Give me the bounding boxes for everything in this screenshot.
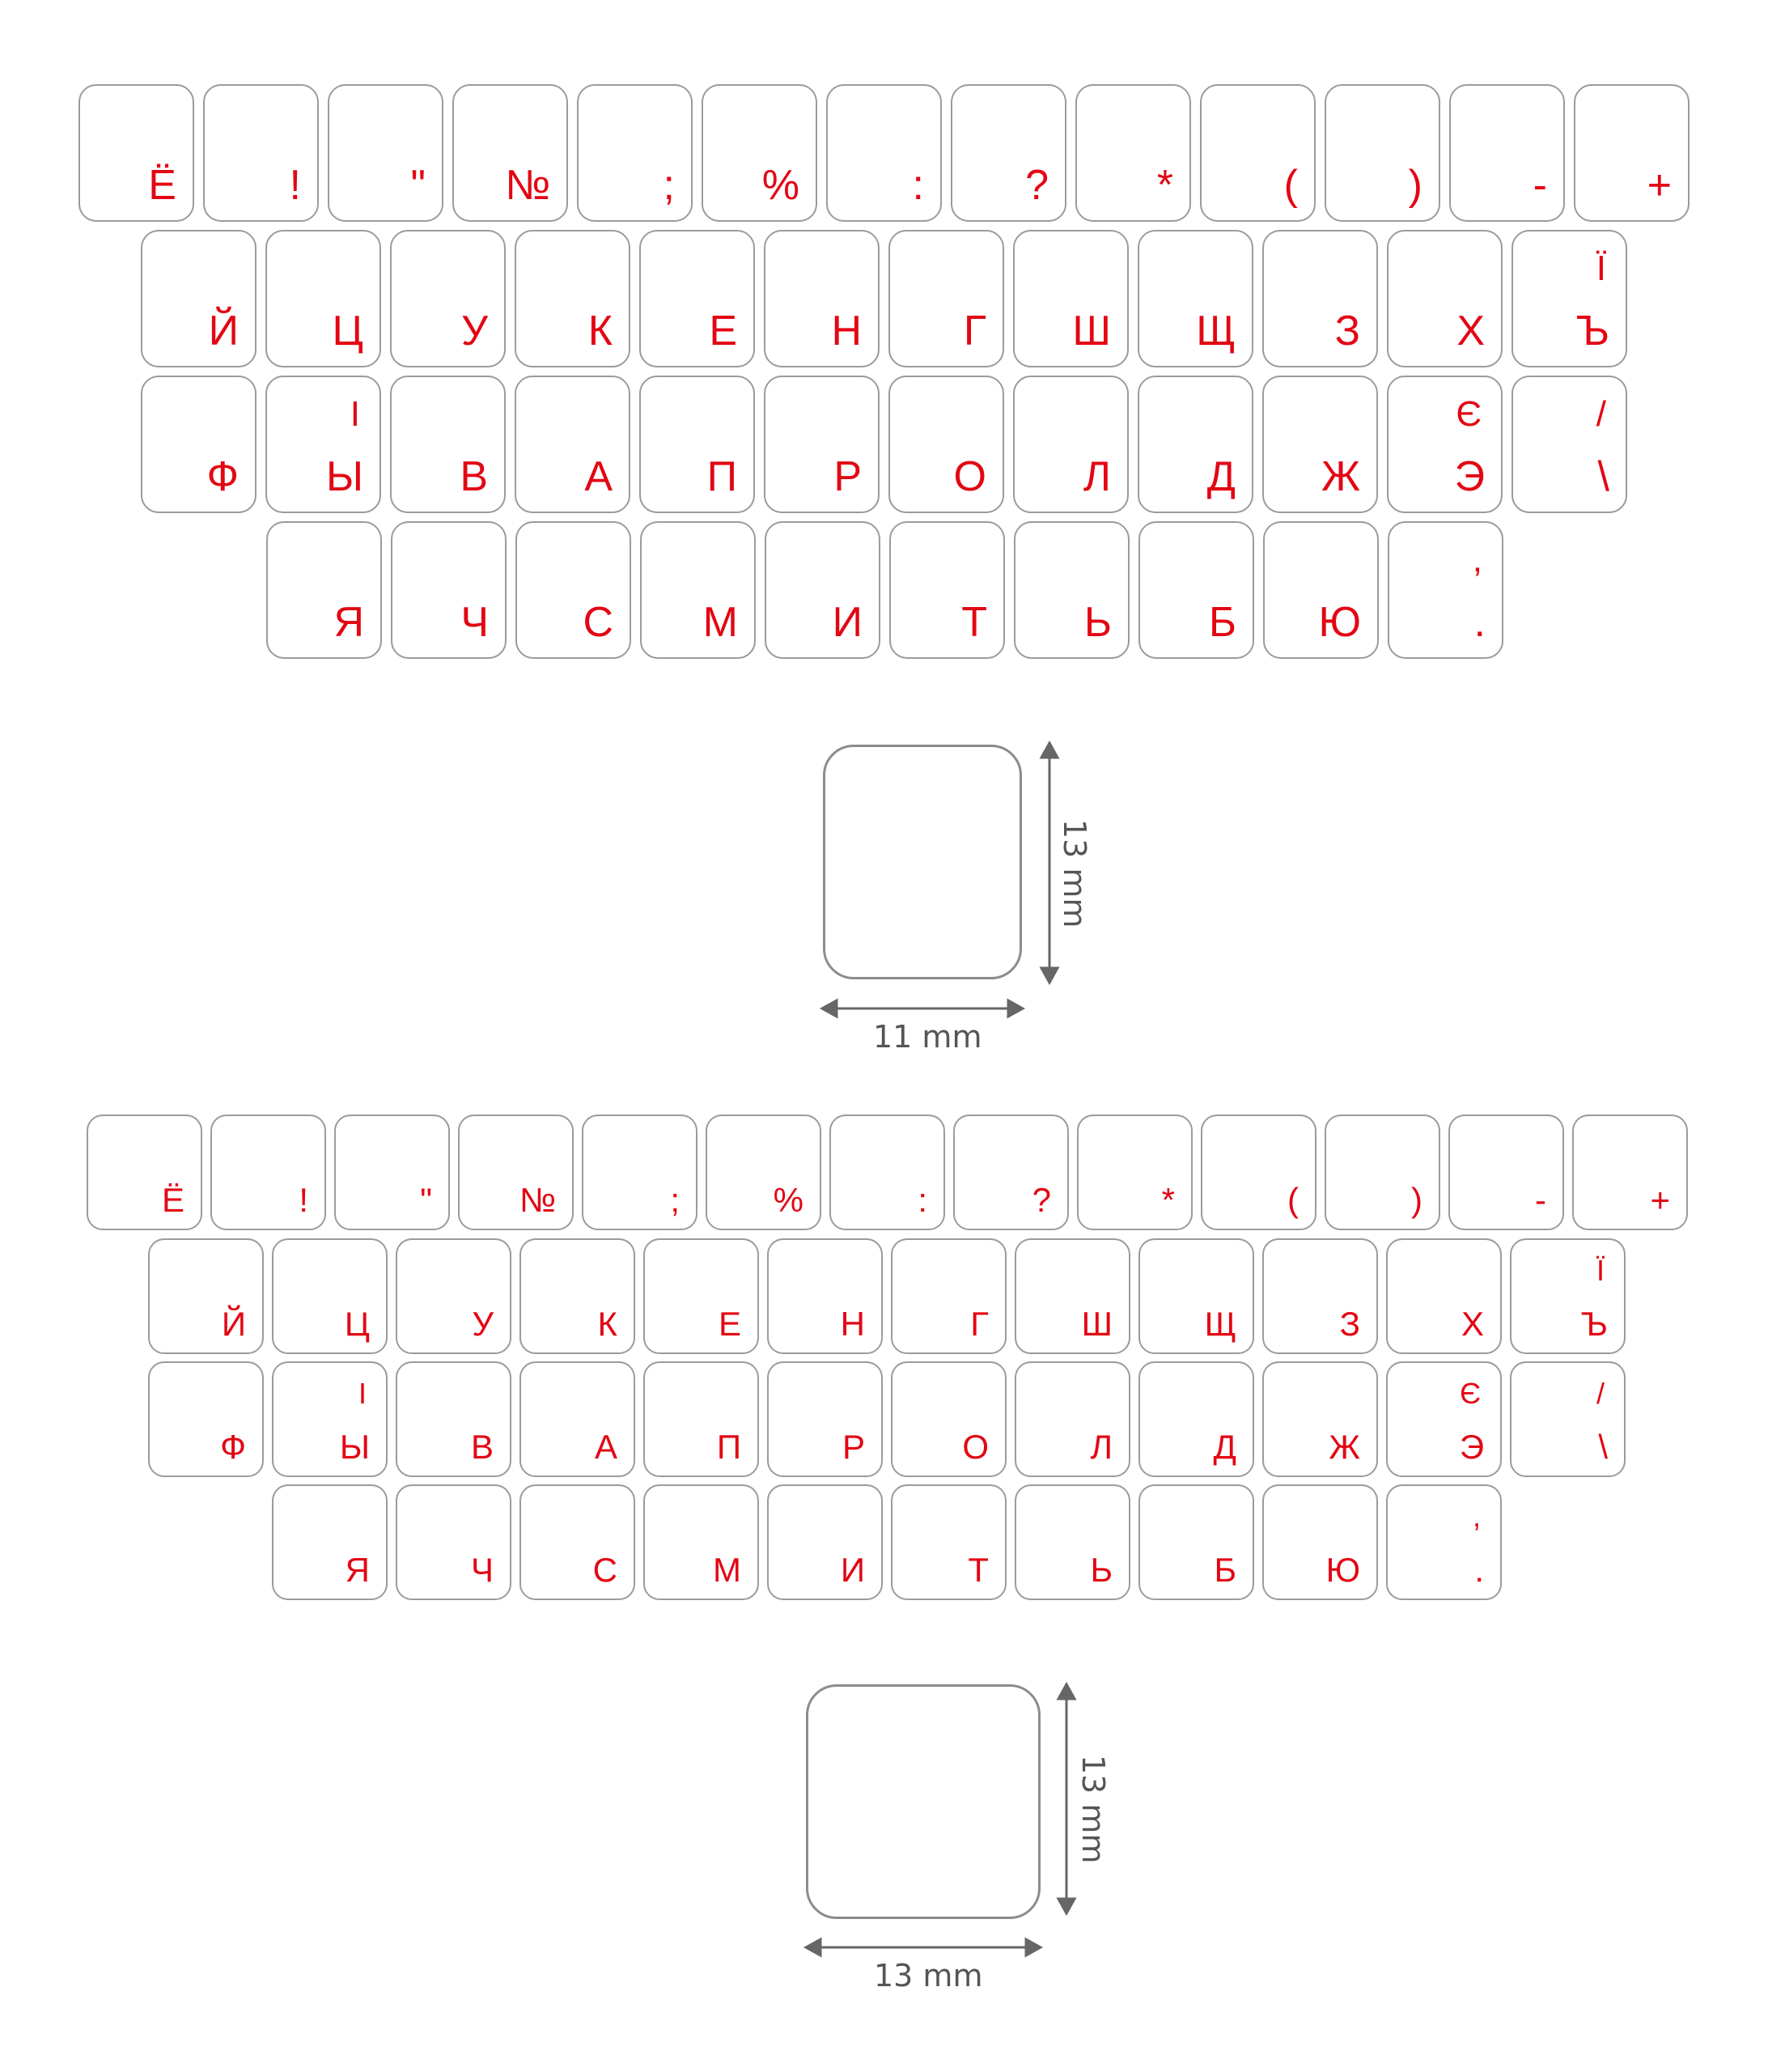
key-main-legend: О [953,453,986,500]
key-main-legend: Ъ [1580,1305,1608,1343]
key-main-legend: Х [1456,308,1485,355]
key-main-legend: Ъ [1575,308,1609,355]
key-main-legend: : [918,1181,927,1219]
key-main-legend: Р [833,453,862,500]
key-main-legend: Е [709,308,737,355]
key-main-legend: + [1647,162,1672,209]
key-main-legend: № [505,162,550,209]
key-main-legend: Й [221,1305,246,1343]
key-secondary-legend: , [1472,1500,1481,1533]
key-main-legend: М [713,1551,741,1589]
key-main-legend: Ё [161,1181,184,1219]
key-main-legend: . [1474,1551,1484,1589]
key-main-legend: Ч [460,599,489,646]
key-main-legend: Ж [1321,453,1360,500]
height-dimension-label-2: 13 mm [1075,1755,1111,1864]
key-main-legend: Г [963,308,986,355]
key-main-legend: Ж [1329,1428,1360,1466]
key-main-legend: \ [1598,1428,1608,1466]
key-secondary-legend: Ї [1596,1254,1605,1287]
key-main-legend: Ы [325,453,363,500]
key-main-legend: ( [1283,162,1298,209]
key-main-legend: ? [1025,162,1049,209]
key-main-legend: Б [1208,599,1236,646]
key-main-legend: Ц [332,308,363,355]
key-main-legend: Я [345,1551,370,1589]
height-dimension-label-1: 13 mm [1057,819,1092,928]
key-secondary-legend: І [358,1377,367,1410]
key-main-legend: Щ [1196,308,1236,355]
key-main-legend: Д [1213,1428,1236,1466]
key-main-legend: Н [831,308,862,355]
key-main-legend: Я [333,599,364,646]
key-main-legend: Р [842,1428,865,1466]
key-main-legend: ? [1032,1181,1051,1219]
key-main-legend: Л [1083,453,1111,500]
key-main-legend: В [460,453,488,500]
key-main-legend: Й [208,308,239,355]
key-main-legend: С [583,599,613,646]
key-main-legend: " [420,1181,432,1219]
key-main-legend: Ю [1318,599,1361,646]
key-main-legend: В [470,1428,494,1466]
key-main-legend: " [410,162,426,209]
key-main-legend: И [840,1551,865,1589]
key-main-legend: ) [1408,162,1422,209]
key-main-legend: З [1334,308,1360,355]
key-main-legend: Ф [206,453,239,500]
key-main-legend: * [1161,1181,1175,1219]
key-main-legend: У [472,1305,494,1343]
width-dimension-label-1: 11 mm [873,1019,982,1055]
key-secondary-legend: Є [1456,394,1482,434]
key-main-legend: Ч [471,1551,494,1589]
key-main-legend: Щ [1204,1305,1236,1343]
key-main-legend: К [597,1305,617,1343]
key-size-sample-2 [806,1684,1041,1919]
key-secondary-legend: , [1472,540,1482,580]
key-main-legend: Б [1214,1551,1236,1589]
key-main-legend: У [460,308,488,355]
key-main-legend: А [584,453,613,500]
key-secondary-legend: / [1596,394,1606,434]
key-main-legend: Ш [1072,308,1111,355]
key-main-legend: Ю [1325,1551,1360,1589]
key-main-legend: ; [663,162,675,209]
key-main-legend: Э [1459,1428,1484,1466]
key-main-legend: : [912,162,924,209]
key-main-legend: П [716,1428,741,1466]
key-main-legend: Д [1206,453,1236,500]
key-main-legend: \ [1597,453,1609,500]
key-main-legend: Ы [339,1428,370,1466]
key-main-legend: К [587,308,613,355]
key-main-legend: Н [840,1305,865,1343]
key-secondary-legend: Ї [1596,248,1606,288]
key-main-legend: % [773,1181,803,1219]
key-main-legend: Л [1090,1428,1113,1466]
key-secondary-legend: / [1596,1377,1605,1410]
key-main-legend: Ь [1083,599,1112,646]
key-main-legend: Е [718,1305,741,1343]
key-main-legend: ( [1287,1181,1299,1219]
key-main-legend: ! [299,1181,308,1219]
key-main-legend: М [702,599,738,646]
key-main-legend: + [1650,1181,1670,1219]
key-main-legend: ; [670,1181,680,1219]
key-main-legend: % [761,162,799,209]
key-main-legend: Ц [344,1305,370,1343]
key-main-legend: И [832,599,863,646]
key-main-legend: Ь [1090,1551,1113,1589]
key-main-legend: А [594,1428,617,1466]
key-main-legend: Ё [148,162,176,209]
key-secondary-legend: І [350,394,360,434]
key-main-legend: Т [968,1551,989,1589]
width-dimension-label-2: 13 mm [874,1958,983,1993]
key-main-legend: - [1535,1181,1546,1219]
key-main-legend: Э [1454,453,1485,500]
key-main-legend: ! [289,162,301,209]
key-main-legend: П [706,453,737,500]
key-main-legend: З [1339,1305,1360,1343]
key-main-legend: Г [970,1305,989,1343]
key-main-legend: Х [1461,1305,1484,1343]
key-secondary-legend: Є [1460,1377,1481,1410]
key-main-legend: Ш [1081,1305,1113,1343]
key-main-legend: Ф [220,1428,246,1466]
key-main-legend: № [519,1181,556,1219]
key-main-legend: . [1473,599,1486,646]
key-main-legend: - [1533,162,1547,209]
key-main-legend: ) [1411,1181,1422,1219]
key-main-legend: * [1156,162,1173,209]
key-main-legend: О [962,1428,989,1466]
key-main-legend: С [592,1551,617,1589]
key-main-legend: Т [961,599,987,646]
